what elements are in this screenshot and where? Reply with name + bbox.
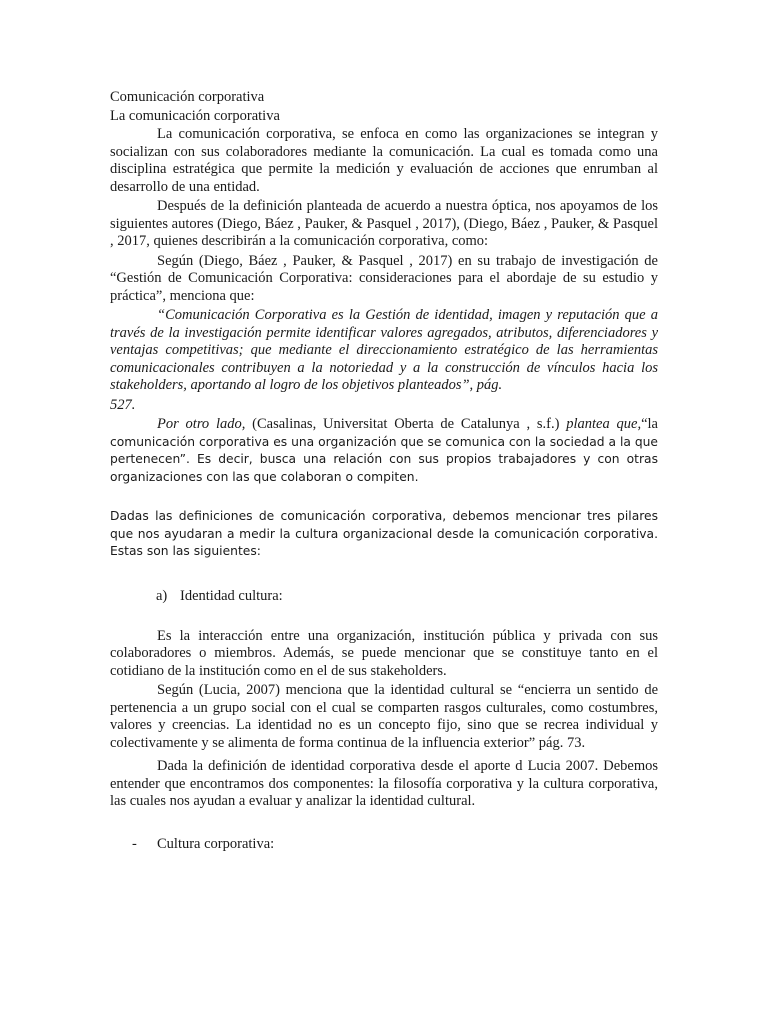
list-item-identidad-cultura [110,587,658,606]
open-quote-text: “la [641,416,658,432]
italic-lead: Por otro lado, [157,416,246,432]
spacer [110,606,658,628]
quote-page-number: 527. [110,396,136,413]
list-marker: - [132,835,137,852]
sans-text: comunicación corporativa es una organización que se comunica con la sociedad a la que pertenecen”. Es decir, busca una relación con sus propios trabajadores y con otras organizaciones con las que colaboran o compiten. [110,434,658,484]
paragraph-authors: Después de la definición planteada de acuerdo a nuestra óptica, nos apoyamos de los siguientes autores (Diego, Báez , Pauker, & Pasquel , 2017), (Diego, Báez , Pauker, & Pasquel , 2017, quienes describirán a la comunicación corporativa, como: [110,198,658,249]
citation: (Casalinas, Universitat Oberta de Catalunya , s.f.) [245,416,567,432]
paragraph-dada-definicion: Dada la definición de identidad corporativa desde el aporte d Lucia 2007. Debemos entender que encontramos dos componentes: la filosofía corporativa y la cultura corporativa, las cuales nos ayudan a evaluar y analizar la identidad cultural. [110,758,658,809]
spacer [110,813,658,835]
document-body [110,88,658,854]
list-marker: a) [156,587,168,604]
spacer [110,561,658,587]
list-item-label: Cultura corporativa: [157,835,275,852]
paragraph-tres-pilares: Dadas las definiciones de comunicación corporativa, debemos mencionar tres pilares que nos ayudaran a medir la cultura organizacional desde la comunicación corporativa. Estas son las siguientes: [110,509,658,558]
italic-verb: plantea que, [566,416,642,432]
document-subtitle: La comunicación corporativa [110,108,280,124]
block-quote: “Comunicación Corporativa es la Gestión de identidad, imagen y reputación que a través de la investigación permite identificar valores agregados, atributos, diferenciadores y ventajas competitivas; que mediante el direccionamiento estratégico de las herramientas comunicacionales contribuyen a la notoriedad y a la construcción de vínculos hacia los stakeholders, aportando al logro de los objetivos planteados”, pág. [110,307,658,393]
paragraph-segun-diego: Según (Diego, Báez , Pauker, & Pasquel , 2017) en su trabajo de investigación de “Gestión de Comunicación Corporativa: consideraciones para el abordaje de su estudio y práctica”, menciona que: [110,252,658,304]
list-item-cultura-corporativa [110,835,658,854]
paragraph-casalinas [110,416,658,486]
paragraph-intro: La comunicación corporativa, se enfoca en como las organizaciones se integran y socializan con sus colaboradores mediante la comunicación. La cual es tomada como una disciplina estratégica que permite la medición y evaluación de acciones que enrumban al desarrollo de una entidad. [110,126,658,195]
document-title: Comunicación corporativa [110,89,265,105]
paragraph-segun-lucia: Según (Lucia, 2007) menciona que la identidad cultural se “encierra un sentido de pertenencia a un grupo social con el cual se comparten rasgos culturales, como costumbres, valores y creencias. La identidad no es un concepto fijo, sino que se recrea individual y colectivamente y se alimenta de forma continua de la influencia exterior” pág. 73. [110,682,658,751]
list-item-label: Identidad cultura: [180,587,283,604]
spacer [110,488,658,508]
paragraph-interaccion: Es la interacción entre una organización, institución pública y privada con sus colaboradores o miembros. Además, se puede mencionar que se constituye tanto en el cotidiano de la institución como en el de sus stakeholders. [110,627,658,679]
